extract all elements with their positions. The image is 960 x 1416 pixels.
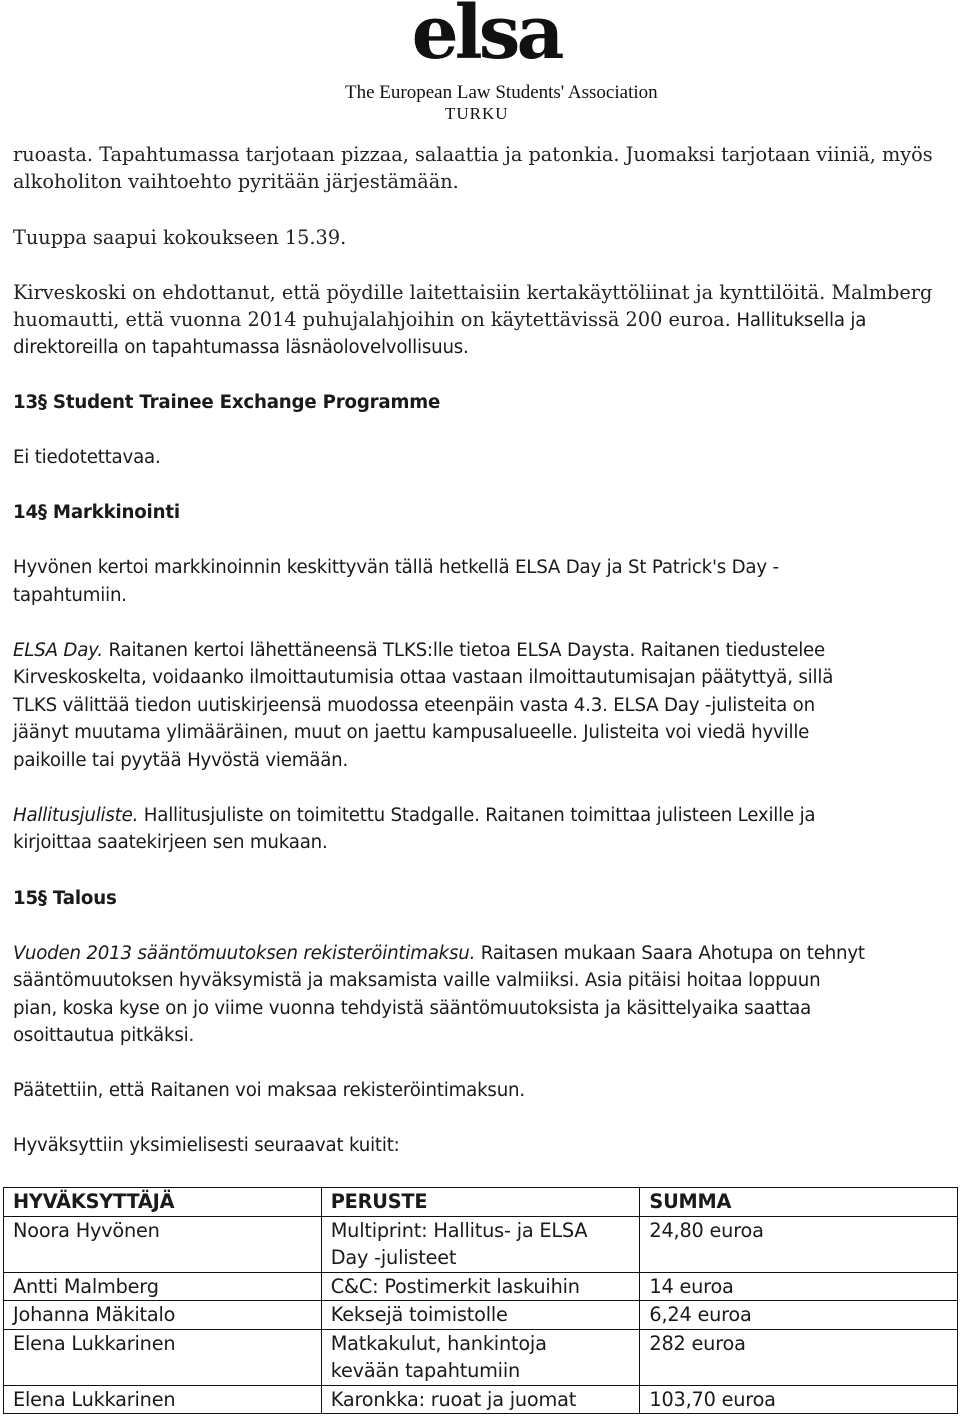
reason-cell xyxy=(321,1329,640,1385)
receipts-table xyxy=(3,1187,958,1414)
paragraph-line: pian, koska kyse on jo viime vuonna tehdyistä sääntömuutoksista ja käsittelyaika saattaa xyxy=(13,998,812,1019)
table-row xyxy=(4,1216,958,1272)
amount-cell: 103,70 euroa xyxy=(640,1385,958,1414)
amount-cell: 6,24 euroa xyxy=(640,1301,958,1330)
reason-line: Day -julisteet xyxy=(330,1246,457,1269)
reason-line: kevään tapahtumiin xyxy=(330,1359,521,1382)
paragraph-line: jäänyt muutama ylimääräinen, muut on jaettu kampusalueelle. Julisteita voi viedä hyville xyxy=(13,722,810,743)
amount-cell: 14 euroa xyxy=(640,1272,958,1301)
paragraph-line xyxy=(13,940,865,968)
table-row xyxy=(4,1272,958,1301)
text-run: Hallitusjuliste on toimitettu Stadgalle. Raitanen toimittaa julisteen Lexille ja xyxy=(138,805,816,826)
paragraph-line: tapahtumiin. xyxy=(13,585,127,606)
approver-cell: Elena Lukkarinen xyxy=(4,1329,322,1385)
paragraph-line: ruoasta. Tapahtumassa tarjotaan pizzaa, salaattia ja patonkia. Juomaksi tarjotaan viiniä, myös xyxy=(13,143,933,166)
table-row xyxy=(4,1385,958,1414)
column-header: HYVÄKSYTTÄJÄ xyxy=(4,1188,322,1217)
inline-label: Vuoden 2013 sääntömuutoksen rekisteröintimaksu. xyxy=(13,943,476,964)
section-body: Ei tiedotettavaa. xyxy=(13,447,161,468)
paragraph-line xyxy=(13,306,866,335)
column-header: SUMMA xyxy=(640,1188,958,1217)
reason-cell xyxy=(321,1216,640,1272)
paragraph-line: alkoholiton vaihtoehto pyritään järjestämään. xyxy=(13,170,459,193)
section-heading-13: 13§ Student Trainee Exchange Programme xyxy=(13,392,441,413)
table-row xyxy=(4,1329,958,1385)
paragraph-line: Hyvönen kertoi markkinoinnin keskittyvän tällä hetkellä ELSA Day ja St Patrick's Day - xyxy=(13,557,779,578)
organization-name: The European Law Students' Association xyxy=(345,82,658,103)
paragraph-line: direktoreilla on tapahtumassa läsnäolovelvollisuus. xyxy=(13,337,469,358)
reason-line: Matkakulut, hankintoja xyxy=(330,1331,547,1355)
column-header: PERUSTE xyxy=(321,1188,640,1217)
amount-cell: 282 euroa xyxy=(640,1329,958,1385)
paragraph-line xyxy=(13,637,825,665)
text-run: Raitanen kertoi lähettäneensä TLKS:lle tietoa ELSA Daysta. Raitanen tiedustelee xyxy=(102,640,826,661)
approver-cell: Noora Hyvönen xyxy=(4,1216,322,1272)
approver-cell: Antti Malmberg xyxy=(4,1272,322,1301)
section-heading-14: 14§ Markkinointi xyxy=(13,502,180,523)
approver-cell: Johanna Mäkitalo xyxy=(4,1301,322,1330)
inline-label: ELSA Day. xyxy=(13,640,103,661)
paragraph-line: Kirveskoskelta, voidaanko ilmoittautumisia ottaa vastaan ilmoittautumisajan päätyttyä, sillä xyxy=(13,667,834,688)
approver-cell: Elena Lukkarinen xyxy=(4,1385,322,1414)
table-header-row xyxy=(4,1188,958,1217)
paragraph-line: TLKS välittää tiedon uutiskirjeensä muodossa eteenpäin vasta 4.3. ELSA Day -julisteita on xyxy=(13,695,815,716)
paragraph-line: Tuuppa saapui kokoukseen 15.39. xyxy=(13,226,347,249)
paragraph-line: paikoille tai pyytää Hyvöstä viemään. xyxy=(13,750,349,771)
reason-cell: Karonkka: ruoat ja juomat xyxy=(321,1385,640,1414)
inline-label: Hallitusjuliste. xyxy=(13,805,139,826)
text-run: huomautti, että vuonna 2014 puhujalahjoihin on käytettävissä 200 euroa. xyxy=(13,308,731,331)
paragraph-line: sääntömuutoksen hyväksymistä ja maksamista vaille valmiiksi. Asia pitäisi hoitaa loppuun xyxy=(13,970,821,991)
text-run: Raitasen mukaan Saara Ahotupa on tehnyt xyxy=(475,943,865,964)
approved-intro: Hyväksyttiin yksimielisesti seuraavat kuitit: xyxy=(13,1135,400,1156)
text-run: Hallituksella ja xyxy=(730,310,867,331)
reason-cell: C&C: Postimerkit laskuihin xyxy=(321,1272,640,1301)
paragraph-line: Kirveskoski on ehdottanut, että pöydille laitettaisiin kertakäyttöliinat ja kynttilöitä. Malmberg xyxy=(13,281,933,304)
section-heading-15: 15§ Talous xyxy=(13,888,117,909)
organization-city: TURKU xyxy=(445,104,509,123)
decision-text: Päätettiin, että Raitanen voi maksaa rekisteröintimaksun. xyxy=(13,1080,525,1101)
amount-cell: 24,80 euroa xyxy=(640,1216,958,1272)
elsa-wordmark: elsa xyxy=(411,0,561,76)
table-row xyxy=(4,1301,958,1330)
reason-cell: Keksejä toimistolle xyxy=(321,1301,640,1330)
elsa-logo xyxy=(345,0,658,140)
paragraph-line: osoittautua pitkäksi. xyxy=(13,1025,195,1046)
reason-line: Multiprint: Hallitus- ja ELSA xyxy=(330,1218,588,1242)
paragraph-line: kirjoittaa saatekirjeen sen mukaan. xyxy=(13,832,328,853)
paragraph-line xyxy=(13,802,815,830)
